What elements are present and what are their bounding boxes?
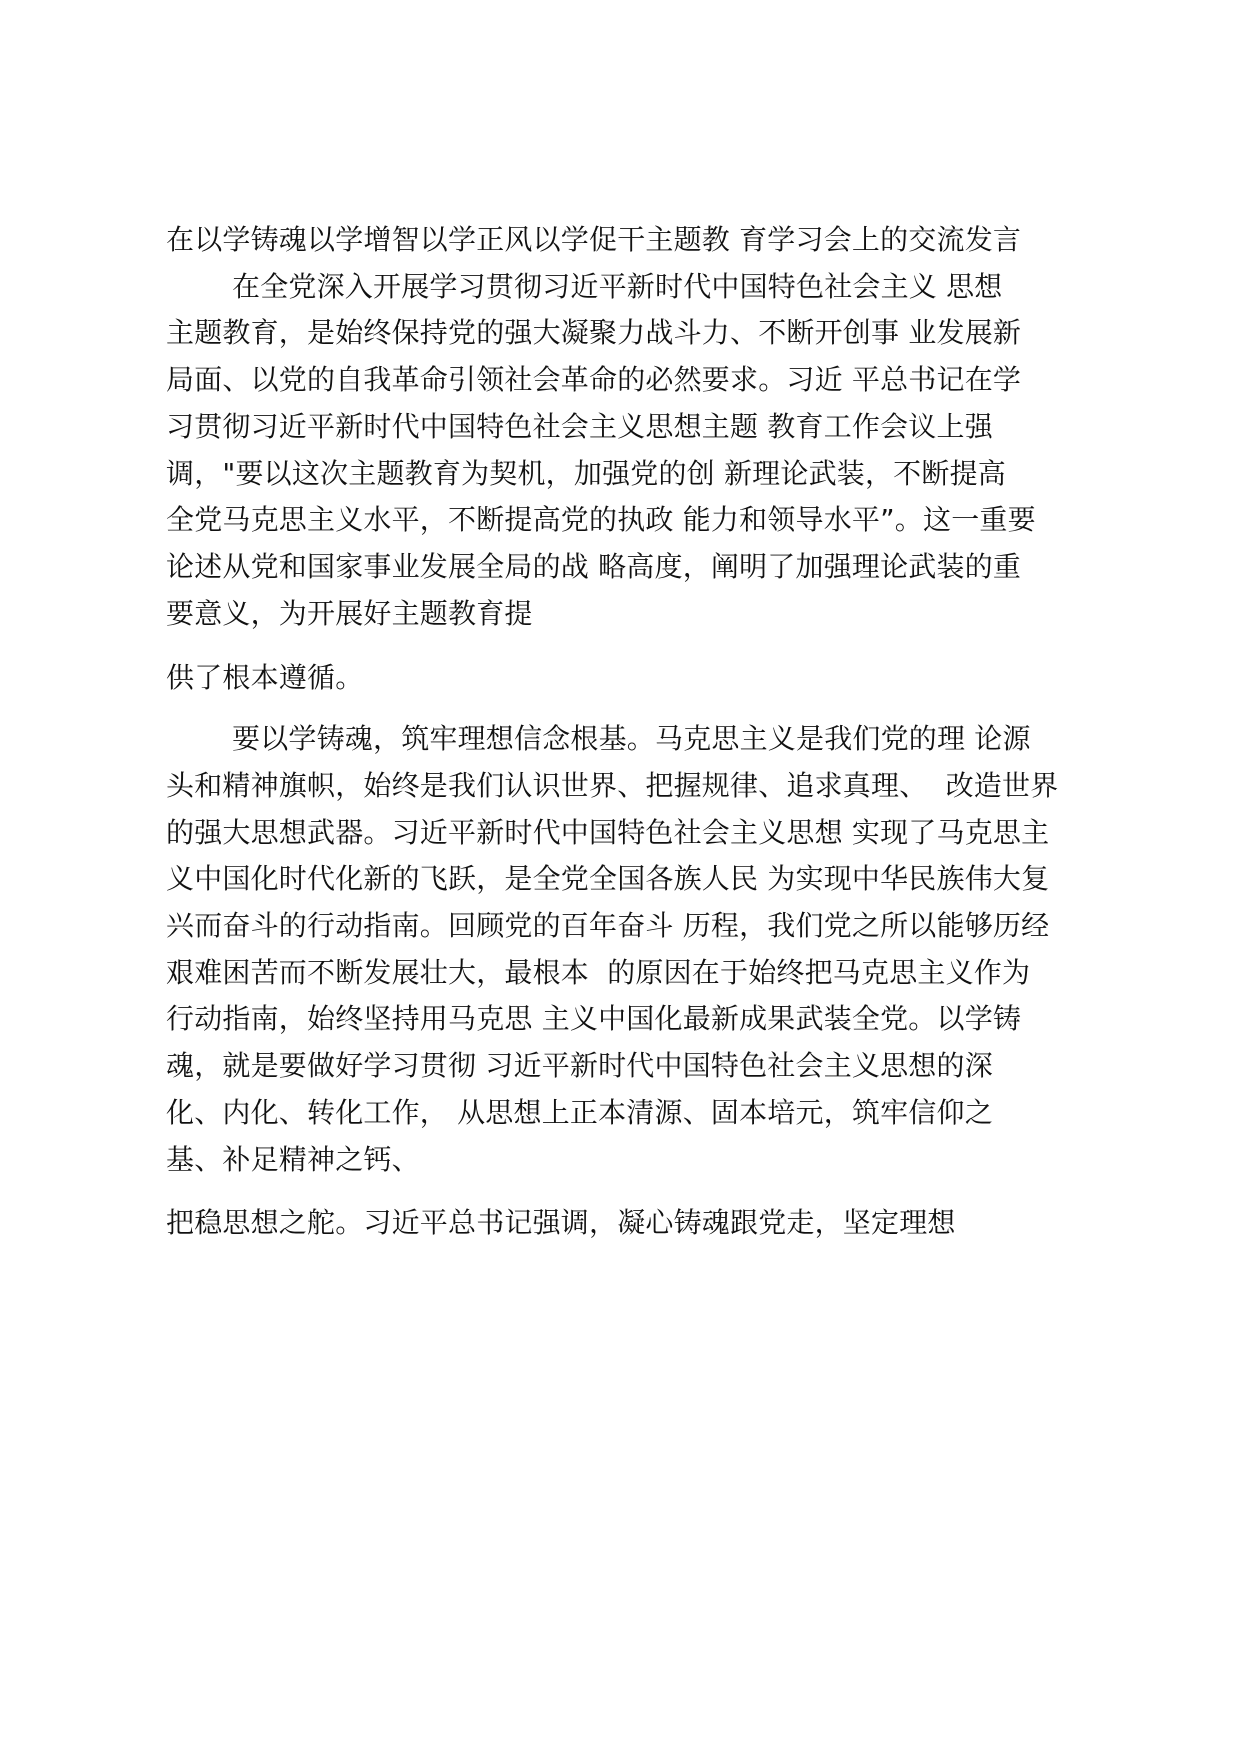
paragraph-line: 头和精神旗帜，始终是我们认识世界、把握规律、追求真理、 改造世界	[166, 769, 1059, 802]
paragraph-line: 在全党深入开展学习贯彻习近平新时代中国特色社会主义 思想	[232, 270, 1003, 303]
paragraph-line: 习贯彻习近平新时代中国特色社会主义思想主题 教育工作会议上强	[166, 410, 993, 443]
paragraph-line: 论述从党和国家事业发展全局的战 略高度，阐明了加强理论武装的重	[166, 550, 1022, 583]
paragraph-line: 全党马克思主义水平，不断提高党的执政 能力和领导水平”。这一重要	[166, 503, 1036, 536]
paragraph-line: 调，"要以这次主题教育为契机，加强党的创 新理论武装，不断提高	[166, 457, 1006, 490]
paragraph-line: 行动指南，始终坚持用马克思 主义中国化最新成果武装全党。以学铸	[166, 1002, 1022, 1035]
document-title: 在以学铸魂以学增智以学正风以学促干主题教 育学习会上的交流发言	[166, 223, 1022, 256]
paragraph-line: 义中国化时代化新的飞跃，是全党全国各族人民 为实现中华民族伟大复	[166, 862, 1050, 895]
paragraph-line: 把稳思想之舵。习近平总书记强调，凝心铸魂跟党走，坚定理想	[166, 1206, 956, 1239]
paragraph-line: 的强大思想武器。习近平新时代中国特色社会主义思想 实现了马克思主	[166, 816, 1050, 849]
paragraph-line: 基、补足精神之钙、	[166, 1143, 420, 1176]
paragraph-line: 化、内化、转化工作， 从思想上正本清源、固本培元，筑牢信仰之	[166, 1096, 993, 1129]
paragraph-line: 艰难困苦而不断发展壮大，最根本 的原因在于始终把马克思主义作为	[166, 956, 1031, 989]
paragraph-line: 供了根本遵循。	[166, 661, 364, 694]
paragraph-line: 要意义，为开展好主题教育提	[166, 597, 533, 630]
paragraph-line: 兴而奋斗的行动指南。回顾党的百年奋斗 历程，我们党之所以能够历经	[166, 909, 1050, 942]
paragraph-line: 魂，就是要做好学习贯彻 习近平新时代中国特色社会主义思想的深	[166, 1049, 993, 1082]
paragraph-line: 主题教育，是始终保持党的强大凝聚力战斗力、不断开创事 业发展新	[166, 316, 1022, 349]
paragraph-line: 局面、以党的自我革命引领社会革命的必然要求。习近 平总书记在学	[166, 363, 1022, 396]
paragraph-line: 要以学铸魂，筑牢理想信念根基。马克思主义是我们党的理 论源	[232, 722, 1031, 755]
